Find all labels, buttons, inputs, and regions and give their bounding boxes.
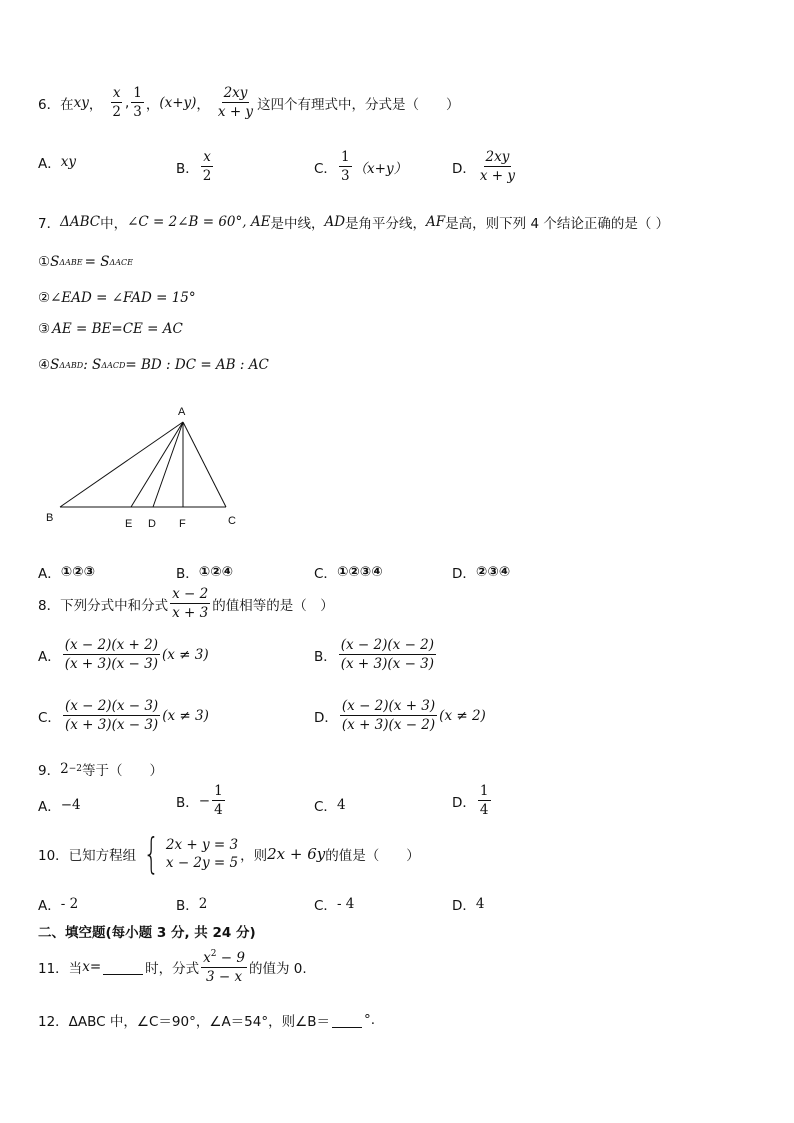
q11-stem: 11．当 x = 时，分式 $\frac{x^2 - 9}{3 - x}$ 的值为 0.: [38, 949, 307, 986]
q9-option-c: C． 4: [314, 797, 346, 815]
q6-prefix: 6．在: [38, 96, 74, 113]
point-label-d: D: [148, 518, 156, 530]
point-label-e: E: [125, 518, 133, 530]
q7-statement-2: ② ∠EAD = ∠FAD = 15°: [38, 290, 196, 306]
q10-option-d: D． 4: [452, 896, 485, 914]
q6-expr-xy: xy: [73, 94, 89, 111]
q8-option-a: A． $\frac{(x - 2)(x + 2)}{(x + 3)(x - 3)}$ (x ≠ 3): [38, 637, 209, 673]
vertex-label-a: A: [178, 406, 186, 418]
q7-statement-4: ④ S ΔABD : S ΔACD = BD : DC = AB : AC: [38, 357, 269, 373]
q8-option-b: B． $\frac{(x - 2)(x - 2)}{(x + 3)(x - 3)}$: [314, 637, 435, 673]
q6-expr-x-plus-y: (x+y): [159, 94, 197, 111]
q10-equation-2: x − 2y = 5: [165, 855, 239, 871]
q8-option-d: D． $\frac{(x - 2)(x + 3)}{(x + 3)(x - 2)}$ (x ≠ 2): [314, 698, 486, 734]
q12-answer-blank[interactable]: [332, 1013, 362, 1028]
q10-option-c: C． - 4: [314, 896, 355, 914]
q6-option-a: A． xy: [38, 154, 76, 172]
q6-option-c: C． $\frac{1}{3}$ （x+y）: [314, 149, 408, 185]
q10-stem: 10．已知方程组 { 2x + y = 3 x − 2y = 5 ，则 2x + 6y 的值是（ ）: [38, 829, 420, 878]
q6-suffix: 这四个有理式中，分式是（ ）: [257, 96, 460, 113]
q6-fraction-1-over-3: $\frac{1}{3}$: [133, 85, 142, 121]
q10-option-b: B． 2: [176, 896, 208, 914]
vertex-label-b: B: [46, 512, 54, 524]
q8-stem: 8．下列分式中和分式 $\frac{x - 2}{x + 3}$ 的值相等的是（ ）: [38, 586, 334, 622]
q6-option-b: B． $\frac{x}{2}$: [176, 149, 212, 185]
q7-stem: 7． ΔABC 中， ∠C = 2∠B = 60°, AE 是中线， AD 是角平分线， AF 是高，则下列 4 个结论正确的是（ ）: [38, 214, 670, 232]
q12-stem: 12．ΔABC 中，∠C＝90°，∠A＝54°，则∠B＝ °.: [38, 1012, 376, 1030]
section-title: 二、填空题(每小题 3 分, 共 24 分): [38, 925, 256, 941]
vertex-label-c: C: [228, 515, 236, 527]
q7-option-d: D． ②③④: [452, 564, 511, 582]
q11-fraction: $\frac{x^2 - 9}{3 - x}$: [203, 949, 245, 986]
q6-separator: ，: [88, 96, 103, 113]
q6-stem: 6．在 xy ， $\frac{x}{2}$ , $\frac{1}{3}$ ， (x+y) ， $\frac{2xy}{x + y}$ 这四个有理式中，分式是（ ）: [38, 85, 460, 121]
segment-ab: [60, 422, 183, 507]
q7-option-c: C． ①②③④: [314, 564, 383, 582]
q7-option-a: A． ①②③: [38, 564, 96, 582]
q10-option-a: A． - 2: [38, 896, 79, 914]
q6-option-d: D． $\frac{2xy}{x + y}$: [452, 149, 516, 185]
segment-ac: [183, 422, 226, 507]
q7-statement-3: ③ AE = BE=CE = AC: [38, 321, 183, 337]
left-brace: {: [143, 829, 160, 878]
q7-option-b: B． ①②④: [176, 564, 234, 582]
q9-option-b: B． − $\frac{1}{4}$: [176, 783, 223, 819]
q10-equation-system: [138, 829, 239, 878]
q9-option-a: A． −4: [38, 797, 81, 815]
triangle-figure: [40, 398, 260, 534]
q8-option-c: C． $\frac{(x - 2)(x - 3)}{(x + 3)(x - 3)}$ (x ≠ 3): [38, 698, 209, 734]
q10-equation-1: 2x + y = 3: [165, 836, 239, 853]
q6-fraction-x-over-2: $\frac{x}{2}$: [112, 85, 121, 121]
q11-answer-blank[interactable]: [103, 960, 143, 975]
q8-fraction: $\frac{x - 2}{x + 3}$: [172, 586, 209, 622]
point-label-f: F: [179, 518, 186, 530]
q6-fraction-2xy: $\frac{2xy}{x + y}$: [217, 85, 254, 121]
q9-option-d: D． $\frac{1}{4}$: [452, 783, 489, 819]
q9-stem: 9． 2 −2 等于（ ）: [38, 761, 163, 779]
q7-statement-1: ① S ΔABE = S ΔACE: [38, 254, 134, 270]
